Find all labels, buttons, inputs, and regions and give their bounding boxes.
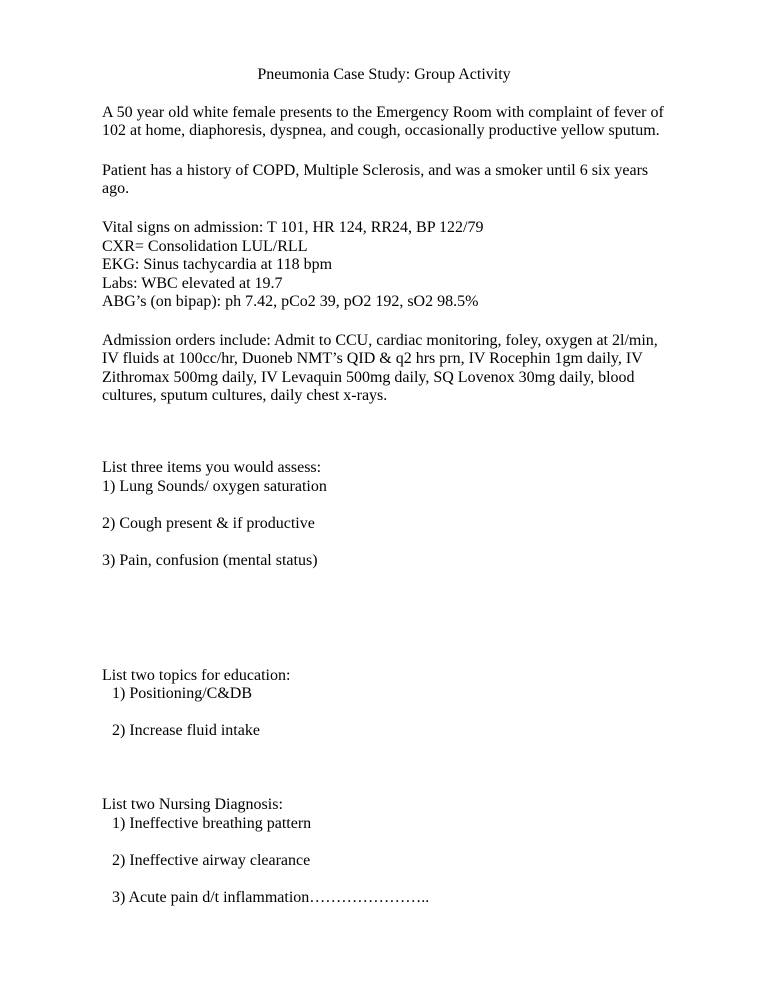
diagnosis-item: 1) Ineffective breathing pattern (112, 815, 312, 832)
assess-heading: List three items you would assess: (102, 459, 322, 476)
orders-line: Zithromax 500mg daily, IV Levaquin 500mg daily, SQ Lovenox 30mg daily, blood (102, 369, 635, 386)
diagnosis-item: 3) Acute pain d/t inflammation………………….. (112, 889, 430, 906)
history-line: Patient has a history of COPD, Multiple Sclerosis, and was a smoker until 6 six years (102, 162, 649, 179)
education-item: 1) Positioning/C&DB (112, 685, 253, 702)
cxr-line: CXR= Consolidation LUL/RLL (102, 238, 308, 255)
history-line: ago. (102, 180, 130, 197)
orders-line: cultures, sputum cultures, daily chest x-rays. (102, 387, 388, 404)
assess-item: 2) Cough present & if productive (102, 515, 315, 532)
diagnosis-heading: List two Nursing Diagnosis: (102, 796, 283, 813)
page-title: Pneumonia Case Study: Group Activity (257, 66, 511, 83)
diagnosis-item: 2) Ineffective airway clearance (112, 852, 311, 869)
assess-item: 1) Lung Sounds/ oxygen saturation (102, 478, 327, 495)
intro-line: A 50 year old white female presents to the Emergency Room with complaint of fever of (102, 104, 664, 121)
education-heading: List two topics for education: (102, 667, 291, 684)
ekg-line: EKG: Sinus tachycardia at 118 bpm (102, 256, 333, 273)
labs-line: Labs: WBC elevated at 19.7 (102, 275, 283, 292)
intro-line: 102 at home, diaphoresis, dyspnea, and cough, occasionally productive yellow sputum. (102, 122, 660, 139)
assess-item: 3) Pain, confusion (mental status) (102, 552, 318, 569)
orders-line: IV fluids at 100cc/hr, Duoneb NMT’s QID & q2 hrs prn, IV Rocephin 1gm daily, IV (102, 350, 643, 367)
education-item: 2) Increase fluid intake (112, 722, 260, 739)
abg-line: ABG’s (on bipap): ph 7.42, pCo2 39, pO2 192, sO2 98.5% (102, 293, 479, 310)
vitals-line: Vital signs on admission: T 101, HR 124, RR24, BP 122/79 (102, 219, 484, 236)
orders-line: Admission orders include: Admit to CCU, cardiac monitoring, foley, oxygen at 2l/min, (102, 332, 658, 349)
